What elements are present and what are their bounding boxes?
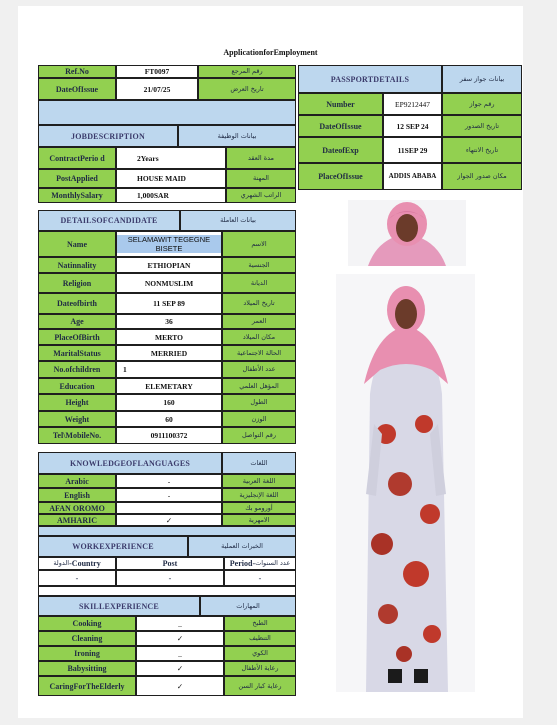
passport-exp-ar: تاريخ الانتهاء <box>442 137 522 163</box>
dob-label: Dateofbirth <box>38 293 116 314</box>
col-period-ar: عدد السنوات <box>255 559 291 567</box>
headshot-image <box>348 200 466 266</box>
passport-number-value: EP9212447 <box>383 93 442 115</box>
tel-label: Tel\MobileNo. <box>38 427 116 444</box>
children-value: 1 <box>116 361 222 378</box>
skill-level: _ <box>136 616 224 631</box>
passport-header-ar: بيانات جواز سفر <box>442 65 522 93</box>
col-country-en: Country <box>71 559 101 568</box>
language-level: - <box>116 474 222 488</box>
post-applied-ar: المهنة <box>226 169 296 188</box>
nationality-ar: الجنسية <box>222 257 296 273</box>
skill-level: _ <box>136 646 224 661</box>
pob-ar: مكان الميلاد <box>222 329 296 345</box>
children-label: No.ofchildren <box>38 361 116 378</box>
languages-header: KNOWLEDGEOFLANGUAGES <box>38 452 222 474</box>
passport-number-label: Number <box>298 93 383 115</box>
ref-ar: رقم المرجع <box>198 65 296 78</box>
language-name-ar: أورومو بك <box>222 502 296 514</box>
salary-ar: الراتب الشهري <box>226 188 296 203</box>
issue-ar: تاريخ العرض <box>198 78 296 100</box>
language-name: AMHARIC <box>38 514 116 526</box>
page-title: ApplicationforEmployment <box>223 48 318 57</box>
job-header: JOBDESCRIPTION <box>38 125 178 147</box>
passport-header: PASSPORTDETAILS <box>298 65 442 93</box>
job-header-ar: بيانات الوظيفة <box>178 125 296 147</box>
contract-period-value: 2Years <box>116 147 226 169</box>
salary-value: 1,000SAR <box>116 188 226 203</box>
work-post-cell: - <box>116 570 224 586</box>
marital-label: MaritalStatus <box>38 345 116 361</box>
skill-name-ar: رعاية الأطفال <box>224 661 296 676</box>
full-body-photo <box>336 274 475 692</box>
passport-issue-value: 12 SEP 24 <box>383 115 442 137</box>
spacer-band <box>38 526 296 536</box>
education-value: ELEMETARY <box>116 378 222 394</box>
marital-ar: الحالة الاجتماعية <box>222 345 296 361</box>
passport-exp-label: DateofExp <box>298 137 383 163</box>
height-label: Height <box>38 394 116 411</box>
age-ar: العمر <box>222 314 296 329</box>
post-applied-label: PostApplied <box>38 169 116 188</box>
religion-label: Religion <box>38 273 116 293</box>
tel-value: 0911100372 <box>116 427 222 444</box>
contract-period-ar: مدة العقد <box>226 147 296 169</box>
skill-level: ✓ <box>136 661 224 676</box>
nationality-label: Natinnality <box>38 257 116 273</box>
pob-label: PlaceOfBirth <box>38 329 116 345</box>
dob-ar: تاريخ الميلاد <box>222 293 296 314</box>
col-period: Period - عدد السنوات <box>224 557 296 570</box>
age-value: 36 <box>116 314 222 329</box>
work-blank-row <box>38 586 296 596</box>
name-text: SELAMAWIT TEGEGNE BISETE <box>117 235 221 253</box>
passport-photo <box>348 200 466 266</box>
application-page <box>18 6 523 718</box>
language-name: Arabic <box>38 474 116 488</box>
language-name-ar: اللغة الإنجليزية <box>222 488 296 502</box>
language-name: AFAN OROMO <box>38 502 116 514</box>
candidate-header-ar: بيانات العاملة <box>180 210 296 231</box>
skill-level: ✓ <box>136 631 224 646</box>
passport-place-label: PlaceOfIssue <box>298 163 383 190</box>
passport-issue-label: DateOfIssue <box>298 115 383 137</box>
passport-place-ar: مكان صدور الجواز <box>442 163 522 190</box>
language-name: English <box>38 488 116 502</box>
name-label: Name <box>38 231 116 257</box>
marital-value: MERRIED <box>116 345 222 361</box>
gap <box>38 444 296 452</box>
name-value <box>116 231 222 257</box>
weight-label: Weight <box>38 411 116 427</box>
children-ar: عدد الأطفال <box>222 361 296 378</box>
work-period-cell: - <box>224 570 296 586</box>
ref-value: FT0097 <box>116 65 198 78</box>
skill-name-ar: التنظيف <box>224 631 296 646</box>
pob-value: MERTO <box>116 329 222 345</box>
skill-name-ar: رعاية كبار السن <box>224 676 296 696</box>
col-country-ar: الدولة <box>53 559 70 567</box>
skill-name: Babysitting <box>38 661 136 676</box>
gap <box>38 203 296 210</box>
skills-header-ar: المهارات <box>200 596 296 616</box>
full-body-image <box>336 274 475 692</box>
col-country: الدولة - Country <box>38 557 116 570</box>
contract-period-label: ContractPerio d <box>38 147 116 169</box>
work-header-ar: الخبرات العملية <box>188 536 296 557</box>
dob-value: 11 SEP 89 <box>116 293 222 314</box>
name-ar: الاسم <box>222 231 296 257</box>
col-period-en: Period <box>229 559 253 568</box>
religion-ar: الديانة <box>222 273 296 293</box>
skill-name-ar: الكوي <box>224 646 296 661</box>
height-ar: الطول <box>222 394 296 411</box>
language-level <box>116 502 222 514</box>
language-level: - <box>116 488 222 502</box>
skills-header: SKILLEXPERIENCE <box>38 596 200 616</box>
skill-name: Ironing <box>38 646 136 661</box>
spacer-band <box>38 100 296 125</box>
education-ar: المؤهل العلمي <box>222 378 296 394</box>
salary-label: MonthlySalary <box>38 188 116 203</box>
passport-issue-ar: تاريخ الصدور <box>442 115 522 137</box>
work-country-cell: - <box>38 570 116 586</box>
age-label: Age <box>38 314 116 329</box>
passport-place-value: ADDIS ABABA <box>383 163 442 190</box>
nationality-value: ETHIOPIAN <box>116 257 222 273</box>
education-label: Education <box>38 378 116 394</box>
issue-label: DateOfIssue <box>38 78 116 100</box>
candidate-header: DETAILSOFCANDIDATE <box>38 210 180 231</box>
passport-exp-value: 11SEP 29 <box>383 137 442 163</box>
language-name-ar: الامهرية <box>222 514 296 526</box>
skill-name: Cooking <box>38 616 136 631</box>
work-header: WORKEXPERIENCE <box>38 536 188 557</box>
col-post: Post <box>116 557 224 570</box>
passport-number-ar: رقم جواز <box>442 93 522 115</box>
tel-ar: رقم التواصل <box>222 427 296 444</box>
skill-name-ar: الطبخ <box>224 616 296 631</box>
issue-value: 21/07/25 <box>116 78 198 100</box>
skill-name: CaringForTheElderly <box>38 676 136 696</box>
language-level: ✓ <box>116 514 222 526</box>
religion-value: NONMUSLIM <box>116 273 222 293</box>
ref-label: Ref.No <box>38 65 116 78</box>
language-name-ar: اللغة العربية <box>222 474 296 488</box>
skill-level: ✓ <box>136 676 224 696</box>
languages-header-ar: اللغات <box>222 452 296 474</box>
height-value: 160 <box>116 394 222 411</box>
post-applied-value: HOUSE MAID <box>116 169 226 188</box>
weight-ar: الوزن <box>222 411 296 427</box>
skill-name: Cleaning <box>38 631 136 646</box>
weight-value: 60 <box>116 411 222 427</box>
